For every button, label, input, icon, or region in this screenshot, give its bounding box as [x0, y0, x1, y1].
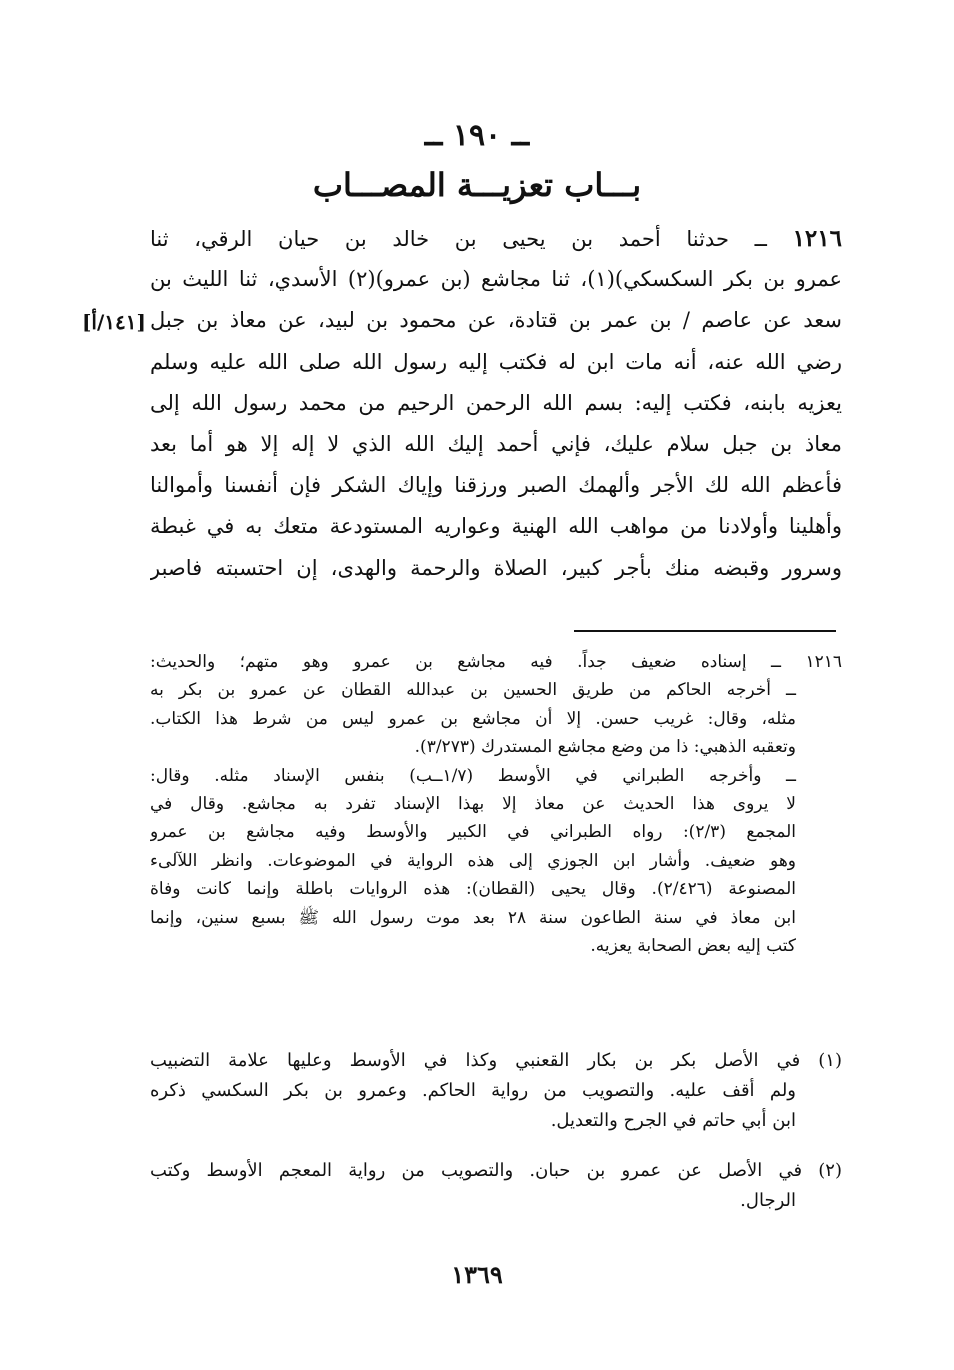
- commentary-line: المجمع (٢/٣): رواه الطبراني في الكبير والأوسط وفيه مجاشع بن عمرو: [150, 822, 796, 843]
- commentary-line: كتب إليه بعض الصحابة يعزيه.: [590, 935, 796, 956]
- hadith-number: ١٢١٦: [792, 225, 842, 252]
- hadith-line: وسرور وقبضه منك بأجر كبير، الصلاة والرحمة والهدى، إن احتسبته فاصبر: [150, 555, 842, 580]
- footnote-line: (٢) في الأصل عن عمرو بن حبان. والتصويب من رواية المعجم الأوسط وكتب: [150, 1160, 842, 1181]
- hadith-text: [150, 218, 842, 589]
- footnote-1: [150, 1046, 842, 1136]
- manuscript-folio-reference: [١٤١/أ]: [81, 310, 146, 334]
- footnote-line: الرجال.: [740, 1190, 796, 1211]
- commentary-line: ابن معاذ في سنة الطاعون سنة ٢٨ بعد موت رسول الله ﷺ بسبع سنين، وإنما: [150, 907, 796, 928]
- commentary-line: ١٢١٦ ــ إسناده ضعيف جداً. فيه مجاشع بن عمرو وهو متهم؛ والحديث:: [150, 652, 842, 672]
- commentary-line: ــ أخرجه الحاكم من طريق الحسين بن عبدالله القطان عن عمرو بن بكر به: [150, 680, 796, 701]
- hadith-line: يعزيه بابنه، فكتب إليه: بسم الله الرحمن الرحيم من محمد رسول الله إلى: [150, 390, 842, 415]
- footnote-2: [150, 1156, 842, 1216]
- commentary-line: المصنوعة (٢/٤٢٦). وقال يحيى (القطان): هذه الروايات باطلة وإنما كانت وفاة: [150, 879, 797, 900]
- commentary-line: ــ وأخرجه الطبراني في الأوسط (١/٧ــب) بنفس الإسناد مثله. وقال:: [150, 765, 797, 786]
- page-number: ١٣٦٩: [451, 1260, 503, 1289]
- commentary-line: لا يروى هذا الحديث عن معاذ إلا بهذا الإسناد تفرد به مجاشع. وقال في: [150, 793, 796, 814]
- hadith-line: فأعظم الله لك الأجر وألهمك الصبر ورزقنا وإياك الشكر فإن أنفسنا وأموالنا: [150, 473, 842, 498]
- hadith-line: معاذ بن جبل سلام عليك، فإني أحمد إليك الله الذي لا إله إلا هو أما بعد: [150, 431, 842, 456]
- footnote-line: ابن أبي حاتم في الجرح والتعديل.: [550, 1110, 796, 1131]
- hadith-line: عمرو بن بكر السكسكي)(١)، ثنا مجاشع (بن عمرو)(٢) الأسدي، ثنا الليث بن: [150, 267, 842, 292]
- footnote-divider: [574, 630, 836, 632]
- takhrij-commentary: [150, 648, 842, 960]
- chapter-number: ــ ١٩٠ ــ: [424, 118, 530, 153]
- footnote-line: (١) في الأصل بكر بن بكار القعنبي وكذا في الأوسط وعليها علامة التضبيب: [150, 1050, 842, 1071]
- hadith-line: وأهلينا وأولادنا من مواهب الله الهنية وعواريه المستودعة متعك به في غبطة: [150, 514, 842, 539]
- hadith-line: رضي الله عنه، أنه مات ابن له فكتب إليه رسول الله صلى الله عليه وسلم: [150, 349, 842, 374]
- hadith-line: سعد عن عاصم / بن عمر بن قتادة، عن محمود بن لبيد، عن معاذ بن جبل: [150, 308, 842, 333]
- chapter-title: بـــاب تعزيـــة المصـــاب: [312, 166, 642, 204]
- commentary-line: وتعقبه الذهبي: ذا من وضع مجاشع المستدرك (٣/٢٧٣).: [414, 737, 796, 758]
- commentary-line: وهو ضعيف. وأشار ابن الجوزي إلى هذه الرواية في الموضوعات. وانظر اللآلىء: [150, 850, 796, 871]
- hadith-line: ١٢١٦ ــ حدثنا أحمد بن يحيى بن خالد بن حيان الرقي، ثنا: [150, 225, 842, 252]
- footnote-line: ولم أقف عليه. والتصويب من رواية الحاكم. وعمرو بن بكر السكسي ذكره: [150, 1080, 796, 1101]
- commentary-line: مثله، وقال: غريب حسن. إلا أن مجاشع بن عمرو ليس من شرط هذا الكتاب.: [150, 708, 796, 729]
